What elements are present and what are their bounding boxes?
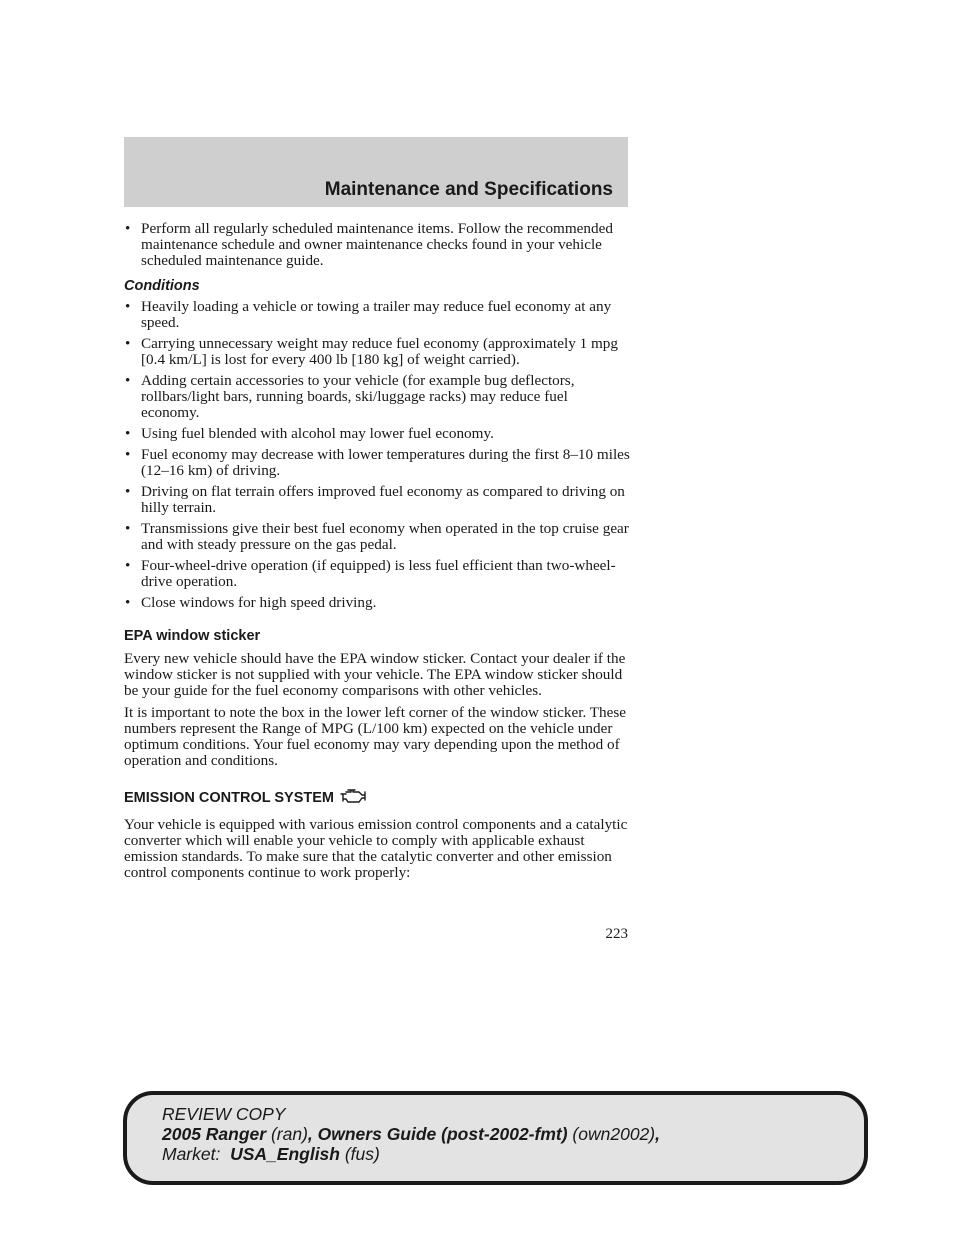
emission-paragraph: Your vehicle is equipped with various emission control components and a catalytic converter which will enable your vehicle to comply with applicable exhaust emission standards. To make sure that the catalytic converter and other emission control components continue to work properly: (124, 816, 628, 881)
list-item-text: Fuel economy may decrease with lower temperatures during the first 8–10 miles (12–16 km) of driving. (141, 446, 630, 479)
list-item (124, 299, 630, 331)
list-item-text: Close windows for high speed driving. (141, 594, 377, 611)
intro-bullet-list (124, 221, 630, 269)
page-number: 223 (605, 926, 628, 942)
model-code: (ran) (270, 1124, 308, 1144)
list-item (124, 336, 630, 368)
list-item-text: Transmissions give their best fuel economy when operated in the top cruise gear and with steady pressure on the gas pedal. (141, 520, 629, 553)
list-item (124, 595, 630, 611)
market-label: Market: (162, 1144, 221, 1164)
list-item-text: Driving on flat terrain offers improved fuel economy as compared to driving on hilly terrain. (141, 483, 625, 516)
epa-paragraph: Every new vehicle should have the EPA window sticker. Contact your dealer if the window sticker is not supplied with your vehicle. The EPA window sticker should be your guide for the fuel economy comparisons with other vehicles. (124, 650, 626, 699)
list-item (124, 221, 630, 269)
bullet-icon: • (125, 483, 131, 500)
list-item (124, 447, 630, 479)
list-item (124, 484, 630, 516)
market-code: (fus) (344, 1144, 380, 1164)
conditions-bullet-list (124, 299, 630, 611)
bullet-icon: • (125, 372, 131, 389)
page-content (124, 221, 630, 887)
conditions-heading: Conditions (124, 278, 200, 294)
review-copy-market-line (162, 1144, 660, 1164)
bullet-icon: • (125, 557, 131, 574)
list-item (124, 373, 630, 421)
list-item (124, 521, 630, 553)
bullet-icon: • (125, 520, 131, 537)
list-item-text: Carrying unnecessary weight may reduce fuel economy (approximately 1 mpg [0.4 km/L] is lost for every 400 lb [180 kg] of weight carried). (141, 335, 618, 368)
list-item-text: Perform all regularly scheduled maintenance items. Follow the recommended maintenance schedule and owner maintenance checks found in your vehicle scheduled maintenance guide. (141, 220, 613, 269)
list-item-text: Heavily loading a vehicle or towing a trailer may reduce fuel economy at any speed. (141, 298, 612, 331)
bullet-icon: • (125, 594, 131, 611)
review-copy-text (162, 1104, 660, 1164)
list-item (124, 558, 630, 590)
model-name: 2005 Ranger (162, 1124, 267, 1144)
emission-heading-text: EMISSION CONTROL SYSTEM (124, 790, 335, 806)
bullet-icon: • (125, 335, 131, 352)
market-name: USA_English (230, 1144, 340, 1164)
review-copy-label: REVIEW COPY (162, 1104, 286, 1124)
list-item-text: Adding certain accessories to your vehicle (for example bug deflectors, rollbars/light bars, running boards, ski/luggage racks) may reduce fuel economy. (141, 372, 575, 421)
bullet-icon: • (125, 425, 131, 442)
emission-heading (124, 786, 630, 810)
engine-icon (338, 786, 368, 810)
epa-heading: EPA window sticker (124, 628, 261, 644)
list-item-text: Four-wheel-drive operation (if equipped) is less fuel efficient than two-wheel-drive operation. (141, 557, 616, 590)
section-title: Maintenance and Specifications (324, 179, 613, 200)
review-copy-box (123, 1091, 868, 1185)
review-copy-model-line (162, 1124, 660, 1144)
bullet-icon: • (125, 446, 131, 463)
list-item (124, 426, 630, 442)
guide-comma: , (655, 1124, 660, 1144)
epa-paragraph: It is important to note the box in the lower left corner of the window sticker. These numbers represent the Range of MPG (L/100 km) expected on the vehicle under optimum conditions. Your fuel economy may vary depending upon the method of operation and conditions. (124, 704, 627, 769)
bullet-icon: • (125, 220, 131, 237)
bullet-icon: • (125, 298, 131, 315)
section-header-band (124, 137, 628, 207)
guide-code: (own2002) (572, 1124, 656, 1144)
guide-name: , Owners Guide (post-2002-fmt) (307, 1124, 568, 1144)
list-item-text: Using fuel blended with alcohol may lower fuel economy. (141, 425, 494, 442)
